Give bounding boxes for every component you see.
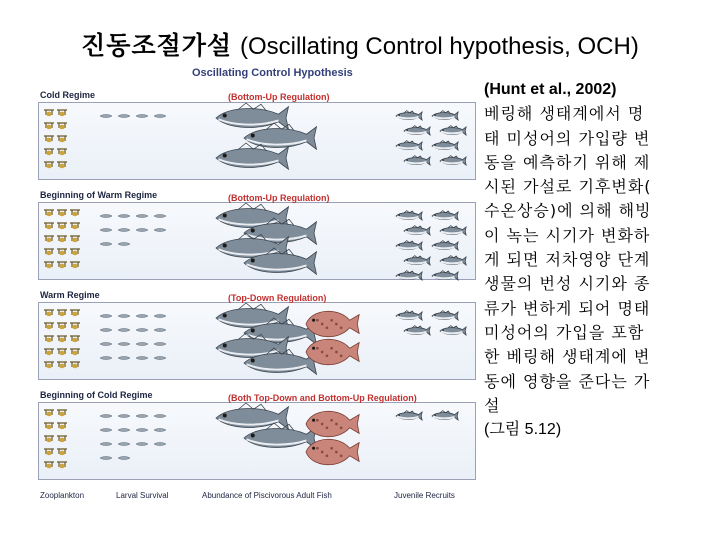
description-line: 이 녹는 시기가 변화하 [484, 225, 651, 245]
flatfish-icon [306, 411, 359, 436]
citation: (Hunt et al., 2002) [484, 81, 617, 98]
zooplankton-icon [57, 310, 67, 316]
column-label-zooplankton: Zooplankton [40, 491, 85, 500]
zooplankton-icon [44, 436, 54, 442]
zooplankton-icon [44, 223, 54, 229]
flatfish-icon [306, 439, 359, 464]
larva-icon [118, 215, 130, 218]
larva-icon [136, 329, 148, 332]
larva-icon [100, 443, 112, 446]
zooplankton-icon [44, 110, 54, 116]
zooplankton-icon [57, 436, 67, 442]
larva-icon [154, 229, 166, 232]
panel-regulation: (Bottom-Up Regulation) [228, 193, 330, 203]
zooplankton-icon [57, 323, 67, 329]
panel-regulation: (Top-Down Regulation) [228, 293, 327, 303]
juvenile-fish-icon [396, 241, 422, 250]
juvenile-fish-icon [404, 156, 430, 165]
column-label-adult-fish: Abundance of Piscivorous Adult Fish [202, 491, 332, 500]
larva-icon [100, 457, 112, 460]
larva-icon [118, 115, 130, 118]
zooplankton-icon [57, 449, 67, 455]
zooplankton-icon [70, 249, 80, 255]
larva-icon [136, 115, 148, 118]
description-line: 베링해 생태계에서 명 [484, 104, 645, 124]
juvenile-fish-icon [396, 311, 422, 320]
larva-icon [118, 329, 130, 332]
juvenile-fish-icon [404, 126, 430, 135]
panel-label: Beginning of Cold Regime [40, 390, 153, 400]
description-line: 미성어의 가입을 포함 [484, 322, 645, 342]
panel-label: Beginning of Warm Regime [40, 190, 158, 200]
juvenile-fish-icon [404, 256, 430, 265]
adult-fish-icon [216, 403, 289, 429]
zooplankton-icon [44, 310, 54, 316]
juvenile-fish-icon [396, 411, 422, 420]
description-line: 시된 가설로 기후변화( [484, 177, 652, 197]
larva-icon [118, 357, 130, 360]
larva-icon [118, 457, 130, 460]
larva-icon [100, 357, 112, 360]
larva-icon [100, 215, 112, 218]
panel-regulation: (Both Top-Down and Bottom-Up Regulation) [228, 393, 417, 403]
zooplankton-icon [70, 349, 80, 355]
larva-icon [154, 443, 166, 446]
larva-icon [154, 329, 166, 332]
zooplankton-icon [44, 323, 54, 329]
zooplankton-icon [57, 362, 67, 368]
description-text [484, 78, 690, 442]
larva-icon [118, 415, 130, 418]
adult-fish-icon [216, 103, 289, 129]
larva-icon [136, 443, 148, 446]
juvenile-fish-icon [396, 141, 422, 150]
zooplankton-icon [57, 136, 67, 142]
zooplankton-icon [57, 423, 67, 429]
larva-icon [136, 415, 148, 418]
juvenile-fish-icon [440, 326, 466, 335]
juvenile-fish-icon [432, 211, 458, 220]
larva-icon [118, 315, 130, 318]
larva-icon [154, 415, 166, 418]
zooplankton-icon [57, 110, 67, 116]
column-label-larval-survival: Larval Survival [116, 491, 169, 500]
larva-icon [100, 343, 112, 346]
juvenile-fish-icon [396, 211, 422, 220]
zooplankton-icon [44, 449, 54, 455]
zooplankton-icon [70, 262, 80, 268]
description-line: 태 미성어의 가입량 변 [484, 128, 651, 148]
zooplankton-icon [57, 223, 67, 229]
juvenile-fish-icon [440, 156, 466, 165]
zooplankton-icon [44, 410, 54, 416]
zooplankton-icon [70, 310, 80, 316]
zooplankton-icon [57, 349, 67, 355]
zooplankton-icon [44, 423, 54, 429]
juvenile-fish-icon [396, 111, 422, 120]
title-korean: 진동조절가설 [81, 31, 233, 60]
larva-icon [154, 343, 166, 346]
diagram-illustrations [36, 66, 478, 510]
larva-icon [118, 343, 130, 346]
larva-icon [100, 415, 112, 418]
description-line: 한 베링해 생태계에 변 [484, 347, 651, 367]
zooplankton-icon [70, 323, 80, 329]
panel-label: Warm Regime [40, 290, 100, 300]
juvenile-fish-icon [396, 271, 422, 280]
title-english: (Oscillating Control hypothesis, OCH) [240, 33, 639, 60]
zooplankton-icon [44, 149, 54, 155]
larva-icon [100, 329, 112, 332]
description-line: 생물의 번성 시기와 종 [484, 274, 651, 294]
larva-icon [100, 115, 112, 118]
panel-regulation: (Bottom-Up Regulation) [228, 92, 330, 102]
zooplankton-icon [57, 162, 67, 168]
description-line: 게 되면 저차영양 단계 [484, 250, 651, 270]
figure-reference: (그림 5.12) [484, 421, 562, 439]
description-line: 류가 변하게 되어 명태 [484, 298, 651, 318]
juvenile-fish-icon [432, 241, 458, 250]
zooplankton-icon [44, 210, 54, 216]
larva-icon [100, 243, 112, 246]
zooplankton-icon [70, 223, 80, 229]
zooplankton-icon [44, 249, 54, 255]
larva-icon [100, 315, 112, 318]
zooplankton-icon [57, 236, 67, 242]
column-label-juvenile-recruits: Juvenile Recruits [394, 491, 455, 500]
zooplankton-icon [57, 210, 67, 216]
juvenile-fish-icon [432, 411, 458, 420]
zooplankton-icon [57, 262, 67, 268]
zooplankton-icon [57, 123, 67, 129]
larva-icon [136, 229, 148, 232]
larva-icon [118, 429, 130, 432]
slide-title [0, 26, 720, 62]
larva-icon [118, 243, 130, 246]
zooplankton-icon [44, 349, 54, 355]
juvenile-fish-icon [432, 111, 458, 120]
zooplankton-icon [44, 462, 54, 468]
larva-icon [154, 357, 166, 360]
larva-icon [154, 215, 166, 218]
larva-icon [118, 443, 130, 446]
description-line: 동에 영향을 준다는 가 [484, 371, 651, 391]
juvenile-fish-icon [404, 226, 430, 235]
larva-icon [154, 115, 166, 118]
zooplankton-icon [57, 249, 67, 255]
juvenile-fish-icon [440, 226, 466, 235]
zooplankton-icon [44, 262, 54, 268]
juvenile-fish-icon [404, 326, 430, 335]
zooplankton-icon [70, 236, 80, 242]
zooplankton-icon [70, 210, 80, 216]
zooplankton-icon [44, 162, 54, 168]
zooplankton-icon [57, 410, 67, 416]
zooplankton-icon [70, 336, 80, 342]
zooplankton-icon [44, 362, 54, 368]
juvenile-fish-icon [440, 126, 466, 135]
larva-icon [154, 315, 166, 318]
zooplankton-icon [44, 123, 54, 129]
zooplankton-icon [44, 336, 54, 342]
larva-icon [136, 429, 148, 432]
zooplankton-icon [44, 236, 54, 242]
larva-icon [136, 343, 148, 346]
juvenile-fish-icon [432, 311, 458, 320]
och-diagram [36, 66, 478, 510]
larva-icon [136, 315, 148, 318]
zooplankton-icon [44, 136, 54, 142]
flatfish-icon [306, 339, 359, 364]
juvenile-fish-icon [440, 256, 466, 265]
description-line: 동을 예측하기 위해 제 [484, 152, 651, 172]
larva-icon [154, 429, 166, 432]
larva-icon [100, 229, 112, 232]
diagram-heading: Oscillating Control Hypothesis [192, 67, 353, 79]
juvenile-fish-icon [432, 141, 458, 150]
larva-icon [136, 357, 148, 360]
flatfish-icon [306, 311, 359, 336]
description-line: 수온상승)에 의해 해빙 [484, 201, 652, 221]
zooplankton-icon [57, 462, 67, 468]
description-line: 설 [484, 395, 501, 415]
zooplankton-icon [70, 362, 80, 368]
larva-icon [136, 215, 148, 218]
juvenile-fish-icon [432, 271, 458, 280]
larva-icon [118, 229, 130, 232]
zooplankton-icon [57, 149, 67, 155]
panel-label: Cold Regime [40, 90, 96, 100]
larva-icon [100, 429, 112, 432]
zooplankton-icon [57, 336, 67, 342]
